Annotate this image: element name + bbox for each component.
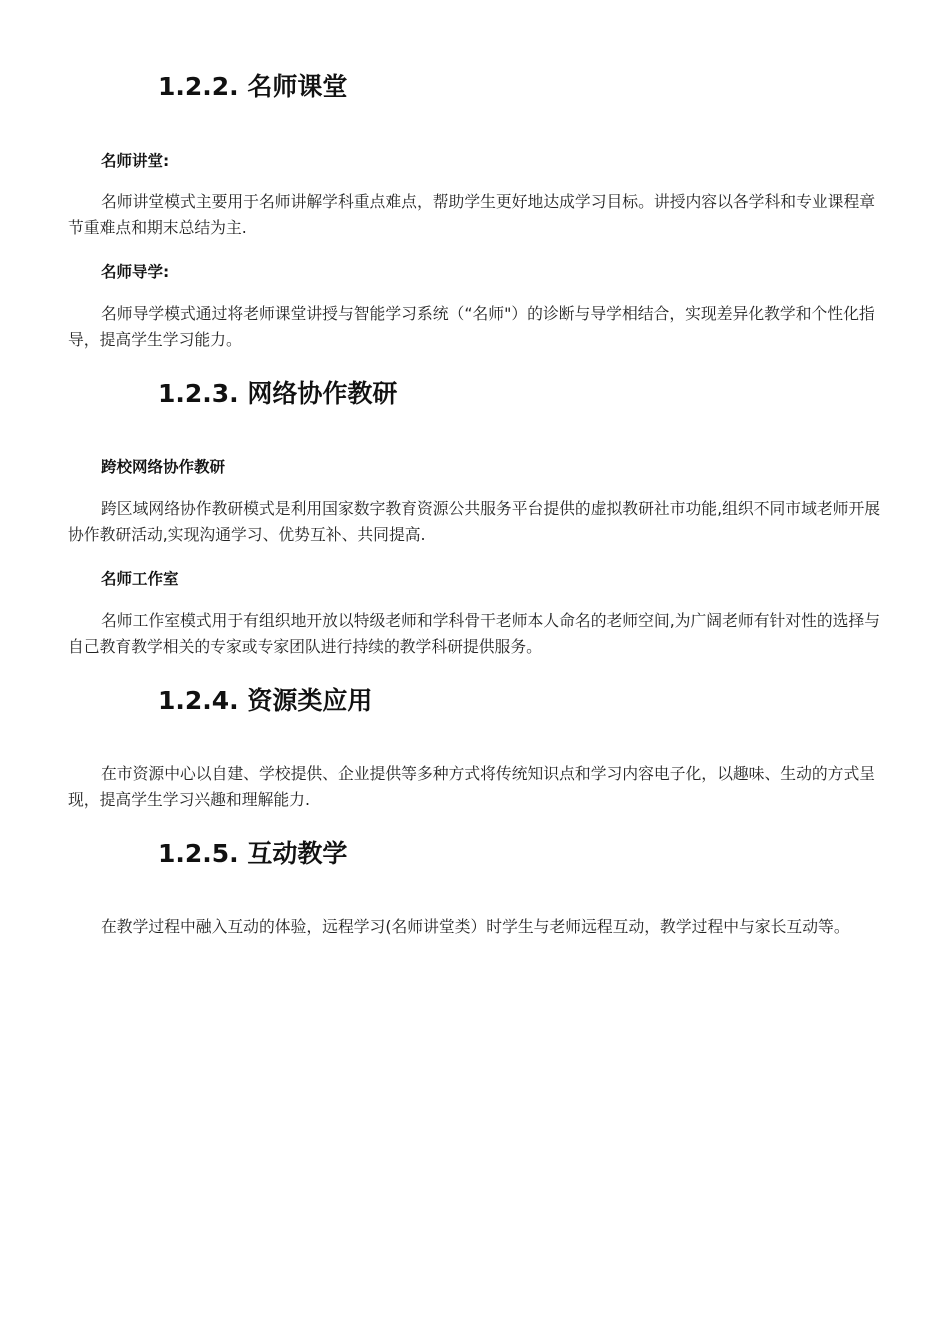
- subheading-famous-teacher-studio: 名师工作室: [101, 570, 179, 588]
- subheading-famous-teacher-guidance: 名师导学:: [101, 263, 170, 281]
- paragraph-famous-teacher-guidance: 名师导学模式通过将老师课堂讲授与智能学习系统（“名师"）的诊断与导学相结合，实现差异化教学和个性化指导，提高学生学习能力。: [68, 304, 875, 349]
- paragraph-resource-applications: 在市资源中心以自建、学校提供、企业提供等多种方式将传统知识点和学习内容电子化，以趣味、生动的方式呈现，提高学生学习兴趣和理解能力.: [68, 764, 876, 809]
- section-heading-famous-teacher-classroom: 1.2.2. 名师课堂: [158, 72, 348, 101]
- subheading-cross-school-research: 跨校网络协作教研: [101, 458, 226, 476]
- paragraph-famous-teacher-studio: 名师工作室模式用于有组织地开放以特级老师和学科骨干老师本人命名的老师空间,为广阔老师有针对性的选择与自己教育教学相关的专家或专家团队进行持续的教学科研提供服务。: [68, 611, 881, 656]
- paragraph-interactive-teaching: 在教学过程中融入互动的体验，远程学习(名师讲堂类）时学生与老师远程互动，教学过程中与家长互动等。: [101, 917, 850, 936]
- section-heading-network-collaborative-research: 1.2.3. 网络协作教研: [158, 379, 398, 408]
- section-heading-interactive-teaching: 1.2.5. 互动教学: [158, 839, 348, 868]
- section-heading-resource-applications: 1.2.4. 资源类应用: [158, 686, 373, 715]
- paragraph-cross-school-research: 跨区域网络协作教研模式是利用国家数字教育资源公共服务平台提供的虚拟教研社市功能,组织不同市域老师开展协作教研活动,实现沟通学习、优势互补、共同提高.: [68, 499, 881, 544]
- paragraph-famous-teacher-lecture: 名师讲堂模式主要用于名师讲解学科重点难点，帮助学生更好地达成学习目标。讲授内容以各学科和专业课程章节重难点和期末总结为主.: [68, 192, 876, 237]
- subheading-famous-teacher-lecture: 名师讲堂:: [101, 152, 170, 170]
